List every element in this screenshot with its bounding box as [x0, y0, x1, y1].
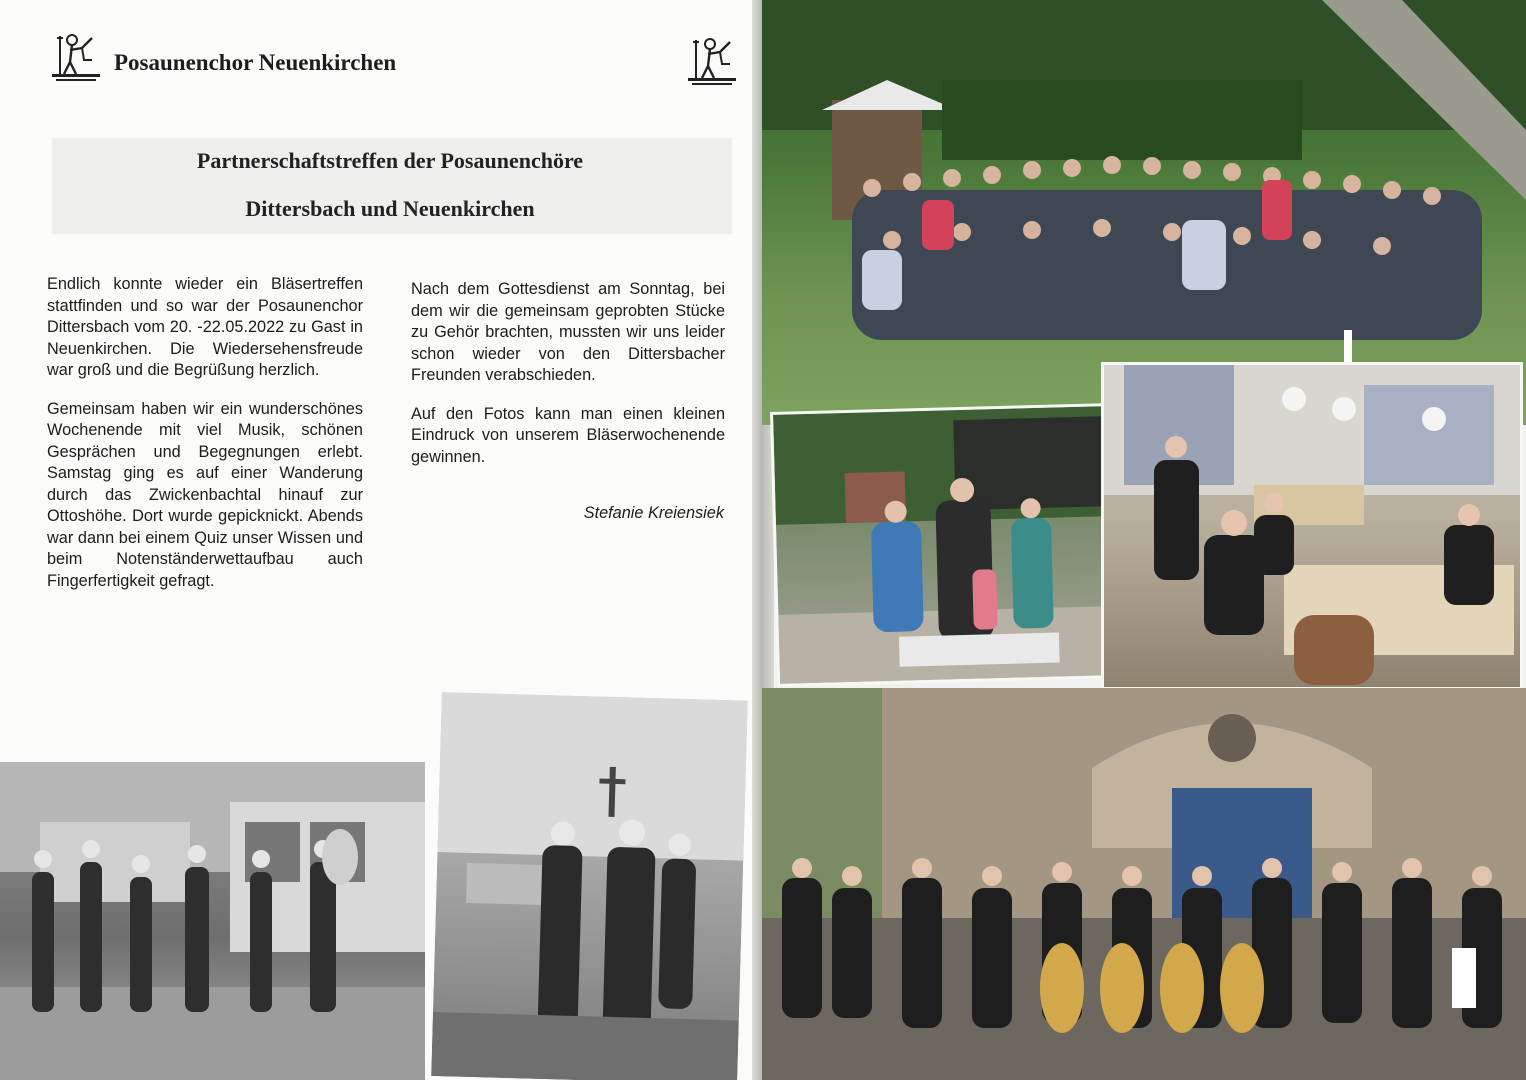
article-author: Stefanie Kreiensiek	[583, 504, 724, 522]
photo-music-stand-assembly	[427, 688, 752, 1080]
article-headline-line-1: Partnerschaftstreffen der Posaunenchöre	[196, 148, 584, 173]
paragraph: Endlich konnte wieder ein Bläsertreffen stattfinden und so war der Posaunenchor Dittersbach vom 20. -22.05.2022 zu Gast in Neuenkirchen. Die Wiedersehensfreude war groß und die Begrüßung herzlich.	[47, 275, 363, 379]
trombone-player-logo-icon	[48, 30, 104, 86]
paragraph: Nach dem Gottesdienst am Sonntag, bei dem wir die gemeinsam geprobten Stücke zu Gehör brachten, mussten wir uns leider schon wieder von den Dittersbacher Freunden verabschieden.	[411, 280, 725, 384]
paragraph: Auf den Fotos kann man einen kleinen Eindruck von unserem Bläserwochenende gewinnen.	[411, 404, 725, 466]
photo-quiz-evening	[1101, 362, 1523, 690]
photo-brass-players-street	[0, 762, 425, 1080]
trombone-player-logo-icon-right	[684, 34, 740, 90]
article-column-right	[411, 279, 725, 485]
article-headline-line-2: Dittersbach und Neuenkirchen	[245, 196, 535, 221]
photo-brass-choir-church	[762, 688, 1526, 1080]
paragraph: Gemeinsam haben wir ein wunderschönes Wochenende mit viel Musik, schönen Gesprächen und Begegnungen erlebt. Samstag ging es auf einer Wanderung durch das Zwickenbachtal hinauf zur Ottoshöhe. Dort wurde gepicknickt. Abends war dann bei einem Quiz unser Wissen und beim Notenständerwettaufbau auch Fingerfertigkeit gefragt.	[47, 399, 363, 590]
photo-hiking-picnic	[770, 403, 1117, 687]
choir-title: Posaunenchor Neuenkirchen	[114, 50, 397, 75]
article-column-left	[47, 274, 363, 609]
